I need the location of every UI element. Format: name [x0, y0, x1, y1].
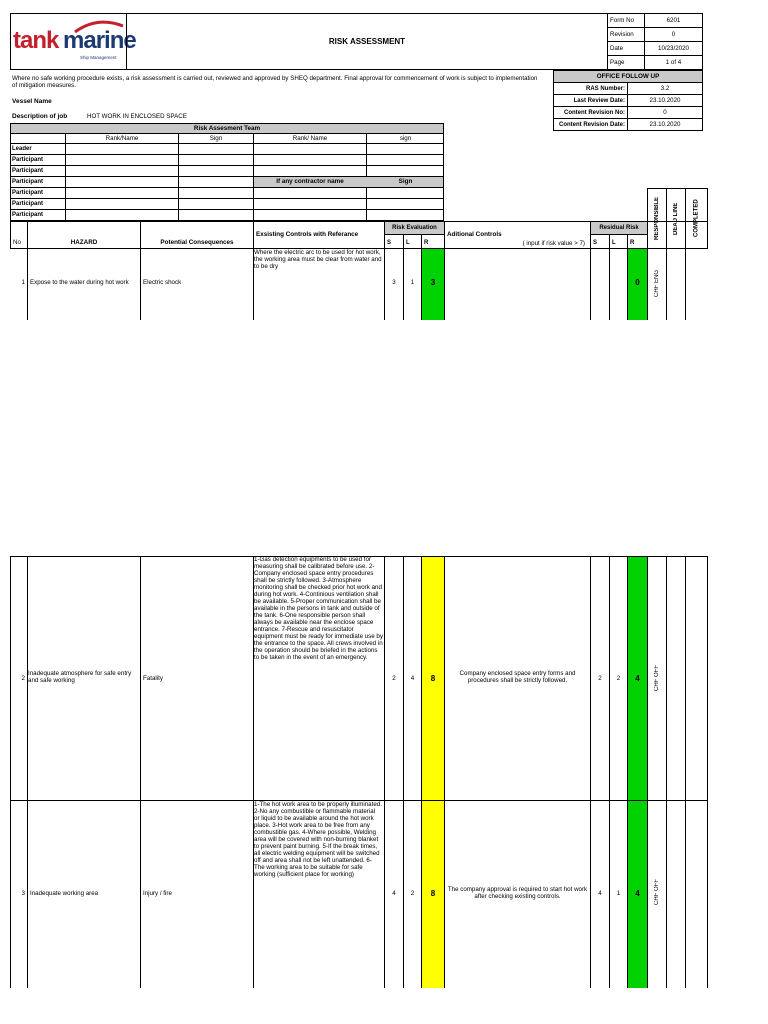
contractor-label: If any contractor name [276, 178, 344, 185]
office-title: OFFICE FOLLOW UP [553, 70, 703, 83]
table-row [10, 556, 708, 801]
col-hazard: HAZARD [70, 239, 98, 246]
logo-text-tank: tank [13, 27, 59, 54]
row-residual-s: 4 [598, 889, 602, 897]
row-residual-l: 1 [616, 889, 621, 897]
content-revision-no-value: 0 [627, 106, 703, 119]
job-value: HOT WORK IN ENCLOSED SPACE [87, 113, 187, 120]
team-table [10, 133, 444, 221]
team-row-participant: Participant [12, 156, 44, 163]
col-responsible: RESPONSIBLE [654, 197, 660, 241]
table-row [10, 800, 708, 988]
intro-text: Where no safe working procedure exists, a risk assessment is carried out, reviewed and approved by SHEQ department. Final approval for commencement of work is subject to implementation of mitigation measures. [12, 75, 538, 89]
contractor-sign-label: Sign [398, 178, 413, 185]
col-deadline: DEAD LINE [673, 202, 679, 235]
row-additional-controls: The company approval is required to start hot work after checking existing controls. [447, 886, 588, 900]
job-label: Description of job [12, 113, 68, 120]
team-row-participant: Participant [12, 178, 44, 185]
col-existing-controls: Exsisting Controls with Referance [256, 231, 359, 238]
row-s: 4 [392, 889, 396, 897]
form-no-label: Form No [607, 13, 645, 28]
team-col-rank2: Rank/ Name [292, 134, 328, 142]
row-r: 8 [430, 673, 436, 683]
row-residual-l: 2 [616, 674, 621, 682]
team-col-rank: Rank/Name [105, 134, 139, 142]
page-value: 1 of 4 [644, 55, 703, 70]
date-value: 10/23/2020 [644, 41, 703, 56]
revision-value: 0 [644, 27, 703, 42]
content-revision-date-value: 23.10.2020 [627, 118, 703, 131]
row-controls: 1-Gas detection equipments to be used for measuring shall be calibrated before use. 2-Company enclosed space entry procedures shall be strictly followed. 3-Atmosphere monitoring shall be checked prior hot work and during hot work. 4-Continious ventilation shall be available. 5-Proper communication shall be available in the persons in tank and outside of the tank. 6-One responsible person shall always be available near the enclose space entrance. 7-Rescue and resuscitator equipment must be ready for immediate use by the entrance to the space. All crews involved in the operation should be briefed in the actions to be taken in the event of an emergency. [254, 556, 383, 661]
col-r: R [424, 239, 429, 246]
row-consequence: Injury / fire [143, 889, 172, 897]
col-risk-evaluation: Risk Evaluation [392, 225, 437, 231]
risk-table-header [10, 221, 708, 249]
row-residual-r: 0 [635, 277, 640, 287]
row-residual-r: 4 [635, 888, 640, 898]
row-controls: Where the electric arc to be used for hot work, the working area must be clear from water and to be dry [254, 249, 382, 270]
logo-subtitle: Ship Management [80, 55, 117, 60]
col-residual-r: R [630, 239, 635, 246]
content-revision-date-label: Content Revision Date: [553, 118, 628, 131]
office-follow-up [553, 70, 703, 132]
col-l: L [406, 239, 410, 246]
row-residual-s: 2 [598, 674, 602, 682]
row-responsible: CHF ENG [654, 270, 660, 298]
row-l: 1 [410, 278, 415, 286]
col-s: S [387, 239, 392, 246]
col-completed: COMPLETED [693, 199, 700, 238]
col-residual-s: S [593, 239, 598, 246]
date-label: Date [607, 41, 645, 56]
row-s: 3 [392, 278, 396, 286]
row-s: 2 [392, 674, 396, 682]
col-residual-l: L [612, 239, 616, 246]
col-additional-controls: Aditional Controls [447, 230, 502, 238]
team-col-sign2: sign [399, 134, 412, 142]
team-row-participant: Participant [12, 189, 44, 196]
row-consequence: Electric shock [143, 278, 182, 286]
revision-label: Revision [607, 27, 645, 42]
content-revision-no-label: Content Revision No: [553, 106, 628, 119]
team-row-leader: Leader [12, 145, 32, 152]
last-review-value: 23.10.2020 [627, 94, 703, 107]
row-hazard: Expose to the water during hot work [30, 278, 129, 286]
row-l: 4 [410, 674, 415, 682]
company-logo [13, 22, 136, 66]
team-col-sign: Sign [209, 134, 223, 142]
row-residual-r: 4 [635, 673, 640, 683]
row-l: 2 [410, 889, 415, 897]
row-responsible: CHF OFF [654, 879, 660, 905]
row-hazard: Inadequate working area [30, 889, 99, 897]
form-no-value: 6201 [644, 13, 703, 28]
page-title: RISK ASSESSMENT [126, 13, 608, 70]
page-label: Page [607, 55, 645, 70]
row-r: 3 [430, 277, 436, 287]
team-title: Risk Assesment Team [10, 123, 444, 134]
row-hazard: Inadequate atmosphere for safe entry and safe working [28, 670, 132, 684]
last-review-label: Last Review Date: [553, 94, 628, 107]
team-row-participant: Participant [12, 167, 44, 174]
row-no: 2 [21, 674, 25, 682]
row-additional-controls: Company enclosed space entry forms and procedures shall be strictly followed. [459, 670, 576, 684]
col-additional-note: ( input if risk value > 7) [522, 239, 585, 247]
team-row-participant: Participant [12, 211, 44, 218]
row-consequence: Fatality [143, 674, 163, 682]
row-controls: 1-The hot work area to be properly illuminated. 2-No any combustible or flammable material or liquid to be available around the hot work place. 3-Hot work area to be free from any combustible gas. 4-Where possible, Welding area will be covered with non-burning blanket to prevent paint burning. 5-If the break times, all electric welding equipment will be switched off and area shall not be left unattended. 6-The working area to be suitable for safe working (sufficient place for working) [254, 801, 382, 878]
row-r: 8 [430, 888, 436, 898]
row-responsible: CHF OFF [654, 665, 660, 691]
col-no: No [13, 239, 21, 246]
team-row-participant: Participant [12, 200, 44, 207]
col-residual-risk: Residual Risk [599, 225, 639, 231]
vessel-name-label: Vessel Name [12, 98, 52, 105]
ras-number-label: RAS Number: [553, 82, 628, 95]
form-info [607, 13, 703, 70]
row-no: 3 [21, 889, 25, 897]
table-row [10, 249, 708, 320]
ras-number-value: 3.2 [627, 82, 703, 95]
row-no: 1 [21, 278, 25, 286]
logo-text-marine: marine [63, 27, 136, 54]
col-consequences: Potential Consequences [160, 239, 234, 246]
